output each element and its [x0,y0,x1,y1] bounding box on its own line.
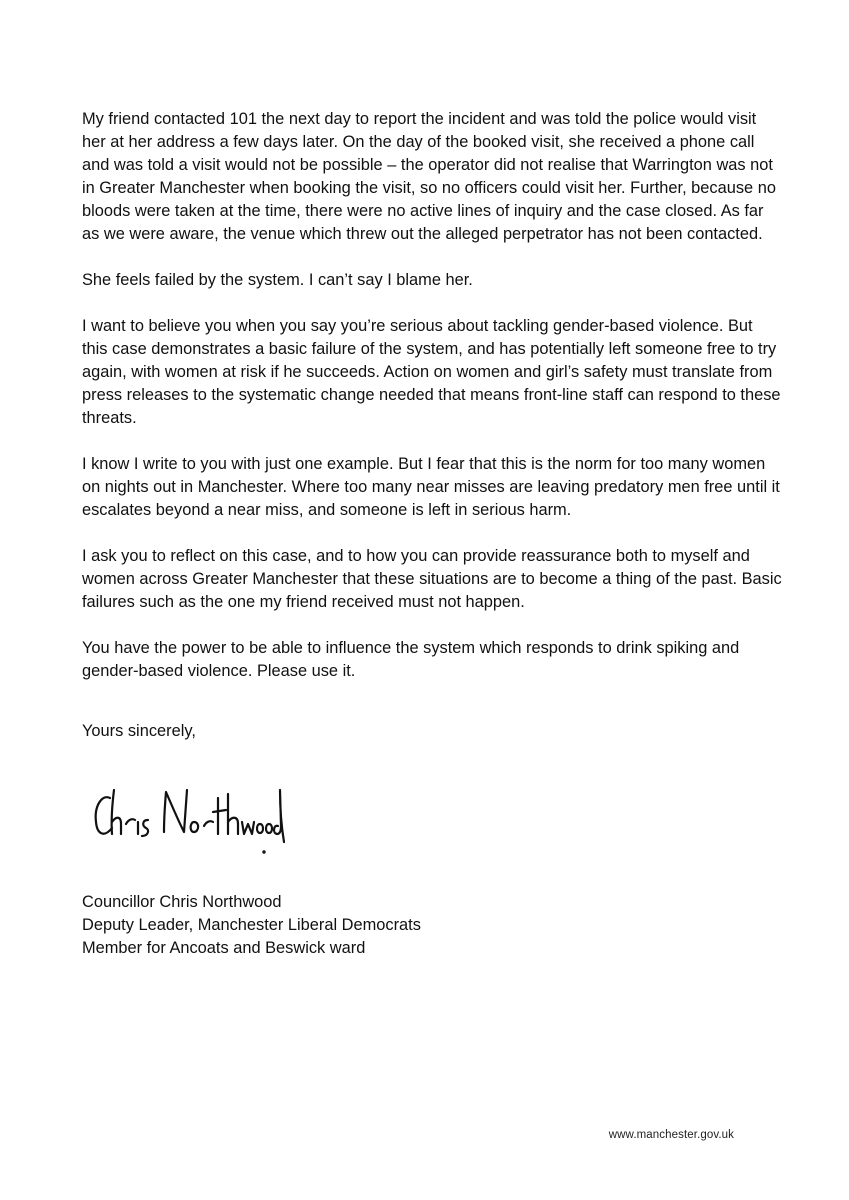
signatory-ward: Member for Ancoats and Beswick ward [82,939,366,957]
letter-paragraph: I want to believe you when you say you’re serious about tackling gender-based violence. But this case demonstrates a basic failure of the system, and has potentially left someone free to try again, with women at risk if he succeeds. Action on women and girl’s safety must translate from press releases to the systematic change needed that means front-line staff can respond to these threats. [82,317,781,427]
letter-body [82,108,782,706]
letter-paragraph: She feels failed by the system. I can’t say I blame her. [82,271,473,289]
sign-off: Yours sincerely, [82,722,196,740]
letter-paragraph: You have the power to be able to influence the system which responds to drink spiking and gender-based violence. Please use it. [82,639,740,680]
letter-paragraph: I ask you to reflect on this case, and to how you can provide reassurance both to myself and women across Greater Manchester that these situations are to become a thing of the past. Basic failures such as the one my friend received must not happen. [82,547,782,611]
letter-paragraph: My friend contacted 101 the next day to report the incident and was told the police would visit her at her address a few days later. On the day of the booked visit, she received a phone call and was told a visit would not be possible – the operator did not realise that Warrington was not in Greater Manchester when booking the visit, so no officers could visit her. Further, because no bloods were taken at the time, there were no active lines of inquiry and the case closed. As far as we were aware, the venue which threw out the alleged perpetrator has not been contacted. [82,110,776,243]
signatory-name: Councillor Chris Northwood [82,893,282,911]
footer-website-url: www.manchester.gov.uk [608,1129,734,1141]
signatory-block [82,891,421,960]
letter-paragraph: I know I write to you with just one example. But I fear that this is the norm for too many women on nights out in Manchester. Where too many near misses are leaving predatory men free until it escalates beyond a near miss, and someone is left in serious harm. [82,455,780,519]
handwritten-signature [88,776,288,866]
signatory-role: Deputy Leader, Manchester Liberal Democrats [82,916,421,934]
